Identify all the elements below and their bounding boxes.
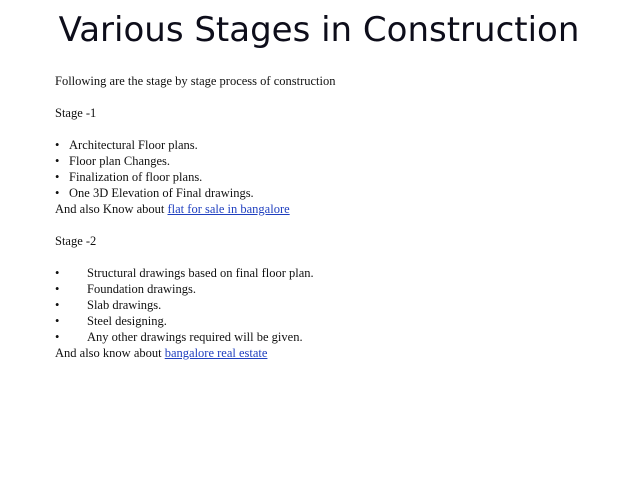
list-item: • One 3D Elevation of Final drawings.	[55, 186, 254, 200]
stage-1-list	[55, 137, 615, 201]
bullet-icon: •	[55, 154, 60, 168]
intro-text: Following are the stage by stage process of construction	[55, 74, 336, 88]
stage-2-list	[55, 265, 615, 345]
bullet-icon: •	[55, 282, 60, 296]
stage-2-know-more: And also know about bangalore real estate	[55, 346, 268, 360]
list-item: • Structural drawings based on final floor plan.	[55, 266, 314, 280]
list-item: • Slab drawings.	[55, 298, 162, 312]
slide-title: Various Stages in Construction	[58, 10, 580, 50]
bullet-icon: •	[55, 266, 60, 280]
list-item: • Any other drawings required will be given.	[55, 330, 303, 344]
list-item: • Foundation drawings.	[55, 282, 197, 296]
bullet-icon: •	[55, 186, 60, 200]
bullet-icon: •	[55, 170, 60, 184]
stage-2-heading: Stage -2	[55, 234, 97, 248]
bullet-icon: •	[55, 330, 60, 344]
slide-body	[55, 73, 615, 361]
flat-for-sale-link[interactable]: flat for sale in bangalore	[167, 202, 290, 216]
stage-1-know-more: And also Know about flat for sale in bangalore	[55, 202, 290, 216]
bullet-icon: •	[55, 298, 60, 312]
list-item: • Finalization of floor plans.	[55, 170, 203, 184]
list-item: • Architectural Floor plans.	[55, 138, 198, 152]
bullet-icon: •	[55, 314, 60, 328]
bangalore-real-estate-link[interactable]: bangalore real estate	[164, 346, 268, 360]
list-item: • Floor plan Changes.	[55, 154, 171, 168]
bullet-icon: •	[55, 138, 60, 152]
stage-1-heading: Stage -1	[55, 106, 97, 120]
list-item: • Steel designing.	[55, 314, 167, 328]
